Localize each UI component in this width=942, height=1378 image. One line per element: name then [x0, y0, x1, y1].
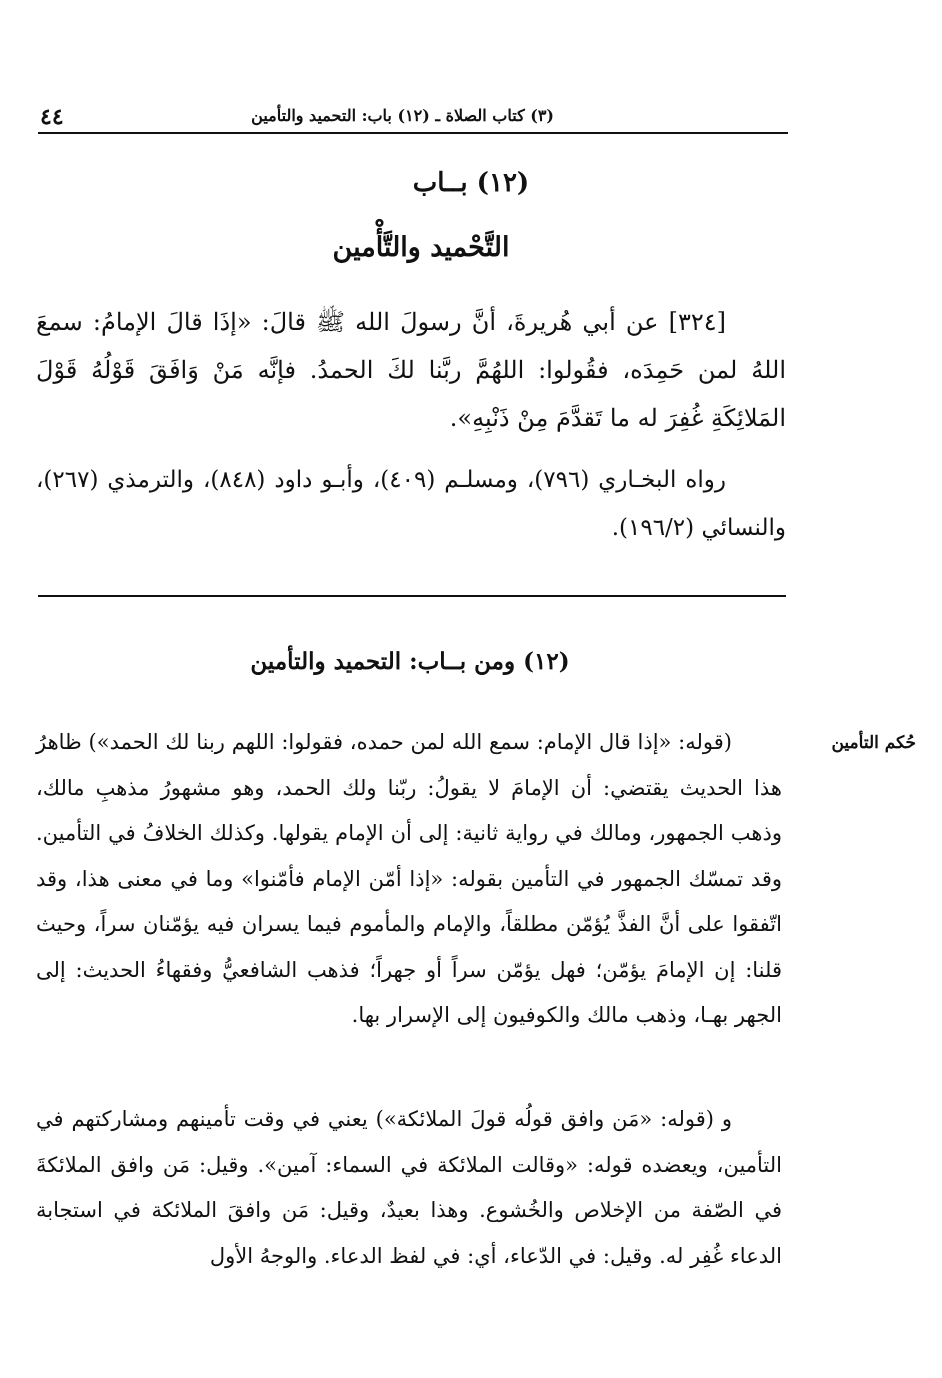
margin-note: حُكم التأمين — [831, 733, 916, 753]
commentary-heading: (١٢) ومن بــاب: التحميد والتأمين — [250, 648, 570, 675]
header-rule — [38, 132, 788, 134]
running-head: (٣) كتاب الصلاة ـ (١٢) باب: التحميد والتأمين — [251, 106, 554, 125]
page-number: ٤٤ — [40, 104, 64, 130]
hadith-source: رواه البخـاري (٧٩٦)، ومسلـم (٤٠٩)، وأبـو داود (٨٤٨)، والترمذي (٢٦٧)، والنسائي (١٩٦/٢). — [36, 467, 786, 541]
chapter-title: التَّحْميد والتَّأْمين — [332, 232, 510, 263]
commentary-text-2: و (قوله: «مَن وافق قولُه قولَ الملائكة») يعني في وقت تأمينهم ومشاركتهم في التأمين، ويعضده قوله: «وقالت الملائكة في السماء: آمين». وقيل: مَن وافق الملائكةَ في الصّفة من الإخلاص والخُشوع. وهذا بعيدٌ، وقيل: مَن وافقَ الملائكة في استجابة الدعاء غُفِر له. وقيل: في الدّعاء، أي: في لفظ الدعاء. والوجهُ الأول — [36, 1107, 782, 1268]
section-divider — [38, 595, 786, 597]
commentary-text-1: (قوله: «إذا قال الإمام: سمع الله لمن حمده، فقولوا: اللهم ربنا لك الحمد») ظاهرُ هذا الحديث يقتضي: أن الإمامَ لا يقولُ: ربّنا ولك الحمد، وهو مشهورُ مذهبِ مالك، وذهب الجمهور، ومالك في رواية ثانية: إلى أن الإمام يقولها. وكذلك الخلافُ في التأمين. وقد تمسّك الجمهور في التأمين بقوله: «إذا أمّن الإمام فأمّنوا» وما في معنى هذا، وقد اتّفقوا على أنَّ الفذَّ يُؤمّن مطلقاً، والإمام والمأموم فيما يسران فيه يؤمّنان سراً، وحيث قلنا: إن الإمامَ يؤمّن؛ فهل يؤمّن سراً أو جهراً؛ فذهب الشافعيُّ وفقهاءُ الحديث: إلى الجهر بهـا، وذهب مالك والكوفيون إلى الإسرار بها. — [36, 730, 782, 1027]
page-header — [38, 104, 788, 132]
hadith-text: [٣٢٤] عن أبي هُريرةَ، أنَّ رسولَ الله ﷺ قالَ: «إذَا قالَ الإمامُ: سمعَ اللهُ لمن حَمِدَه، فقُولوا: اللهُمَّ ربَّنا لكَ الحمدُ. فإنَّه مَنْ وَافَقَ قَوْلُهُ قَوْلَ المَلائِكَةِ غُفِرَ له ما تَقدَّمَ مِنْ ذَنْبِهِ». — [36, 308, 786, 432]
commentary-paragraph-1 — [36, 720, 782, 1039]
commentary-paragraph-2 — [36, 1097, 782, 1279]
hadith-source-block — [36, 456, 786, 552]
chapter-number: (١٢) بــاب — [412, 168, 530, 198]
hadith-text-block — [36, 298, 786, 442]
